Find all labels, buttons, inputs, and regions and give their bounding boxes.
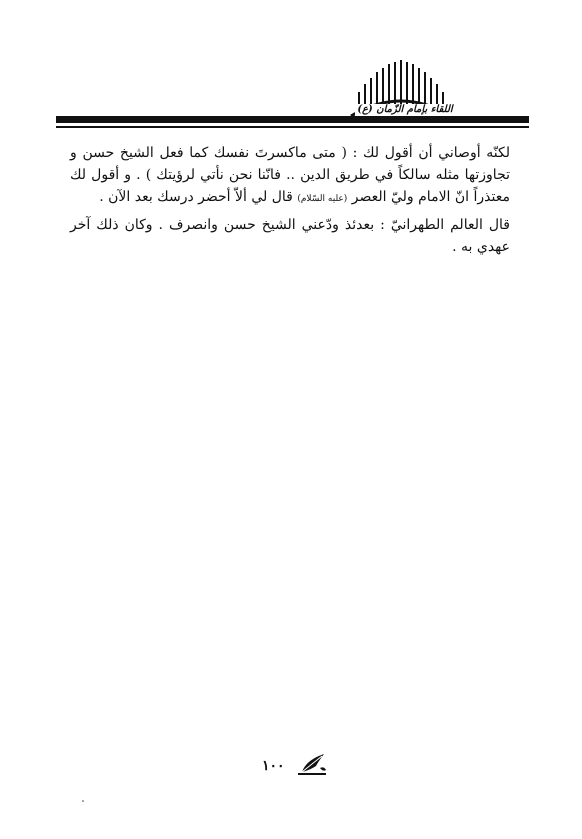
page-number: ١٠٠ xyxy=(262,758,285,774)
body-text xyxy=(70,142,510,258)
page-speck xyxy=(82,800,84,802)
paragraph-1-text-end: قال لي ألاّ أحضر درسك بعد الآن . xyxy=(99,189,293,205)
paragraph-2: قال العالم الطهرانيّ : بعدئذ ودّعني الشيخ حسن وانصرف . وكان ذلك آخر عهدي به . xyxy=(70,217,510,255)
honorific-note: (عليه السّلام) xyxy=(297,194,348,204)
quill-pen-icon xyxy=(296,752,330,776)
header-rule-thin xyxy=(56,126,529,128)
paragraph-1 xyxy=(70,142,510,210)
paragraph-1-text: لكنّه أوصاني أن أقول لك : ( متى ماكسرتَ نفسك كما فعل الشيخ حسن و تجاوزتها مثله سالكاً في طريق الدين .. فانّنا نحن نأتي لرؤيتك ) . و أقول لك معتذراً انّ الامام وليّ العصر xyxy=(70,145,510,205)
running-title: اللقاء بإمام الزّمان (ع) xyxy=(355,104,455,116)
header-rule xyxy=(56,116,529,123)
